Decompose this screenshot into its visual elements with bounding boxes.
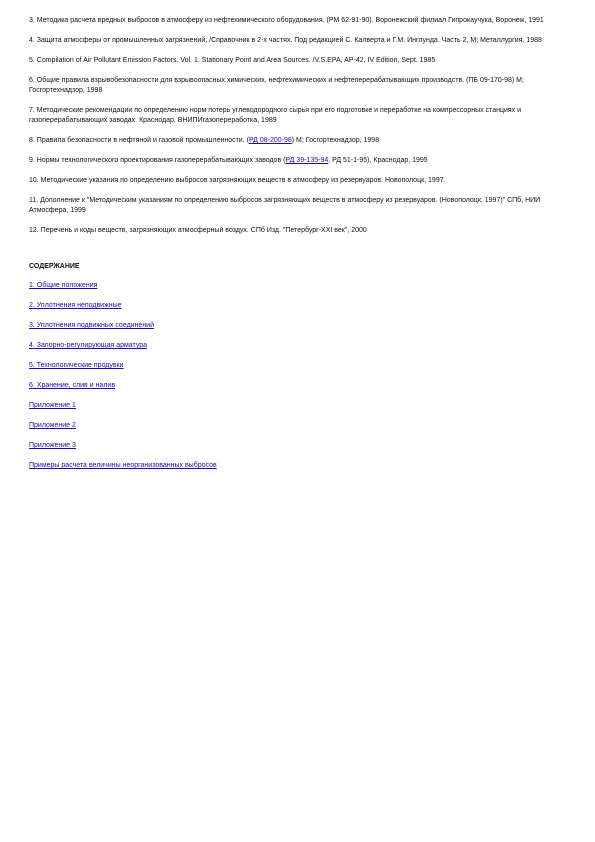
- toc-item: [29, 401, 569, 411]
- reference-item: [29, 36, 569, 46]
- document-page: [29, 16, 569, 481]
- reference-text: 12. Перечень и коды веществ, загрязняющих атмосферный воздух. СПб Изд. "Петербург-XXI век", 2000: [29, 227, 367, 234]
- reference-text: 11. Дополнение к "Методическим указаниям по определению выбросов загрязняющих веществ в атмосферу из резервуаров. (Новополоцк, 1997)" СПб, НИИ Атмосфера, 1999: [29, 197, 541, 214]
- toc-link-valves[interactable]: 4. Запорно-регулирующая арматура: [29, 342, 148, 349]
- toc-link-calculation-examples[interactable]: Примеры расчета величины неорганизованных выбросов: [29, 462, 217, 469]
- reference-text: 5. Compilation of Air Pollutant Emission Factors. Vol. 1. Stationary Point and Area Sources. /V.S.EPA, AP-42, IV Edition, Sept. 1985: [29, 57, 436, 64]
- toc-link-fixed-seals[interactable]: 2. Уплотнения неподвижные: [29, 302, 122, 309]
- toc-item: [29, 341, 569, 351]
- reference-text: 4. Защита атмосферы от промышленных загрязнений, /Справочник в 2-х частях. Под редакцией С. Калверта и Г.М. Инглунда. Часть 2, М; Металлургия, 1988: [29, 37, 542, 44]
- reference-text: 10. Методические указания по определению выбросов загрязняющих веществ в атмосферу из резервуаров. Новополоцк, 1997.: [29, 177, 446, 184]
- reference-text: , РД 51-1-95), Краснодар, 1995: [328, 157, 428, 164]
- toc-item: [29, 441, 569, 451]
- toc-link-storage-loading[interactable]: 6. Хранение, слив и налив: [29, 382, 116, 389]
- toc-item: [29, 361, 569, 371]
- reference-text: 7. Методические рекомендации по определению норм потерь углеводородного сырья при его подготовке и переработке на компрессорных станциях и газоперерабатывающих заводах. Краснодар, ВНИПИгазопереработка, 1989: [29, 107, 522, 124]
- reference-item: [29, 136, 569, 146]
- reference-item: [29, 76, 569, 96]
- toc-link-appendix-1[interactable]: Приложение 1: [29, 402, 76, 409]
- toc-link-appendix-3[interactable]: Приложение 3: [29, 442, 76, 449]
- reference-text: 6. Общие правила взрывобезопасности для взрывоопасных химических, нефтехимических и нефтеперерабатывающих производств. (ПБ 09-170-98) М; Госгортехнадзор, 1998: [29, 77, 524, 94]
- reference-text: ) М; Госгортехнадзор, 1998: [291, 137, 380, 144]
- reference-link-rd-39-135-94[interactable]: РД 39-135-94: [285, 157, 329, 164]
- reference-item: [29, 16, 569, 26]
- reference-item: [29, 106, 569, 126]
- toc-item: [29, 321, 569, 331]
- toc-link-appendix-2[interactable]: Приложение 2: [29, 422, 76, 429]
- reference-text: 9. Нормы технологического проектирования газоперерабатывающих заводов (: [29, 157, 286, 164]
- reference-link-rd-08-200-98[interactable]: РД 08-200-98: [248, 137, 292, 144]
- reference-text: 3. Методика расчета вредных выбросов в атмосферу из нефтехимического оборудования. (РМ 62-91-90). Воронежский филиал Гипрокаучука, Воронеж, 1991: [29, 17, 544, 24]
- toc-item: [29, 381, 569, 391]
- toc-link-process-purges[interactable]: 5. Технологические продувки: [29, 362, 124, 369]
- reference-item: [29, 226, 569, 236]
- toc-list: [29, 281, 569, 471]
- toc-item: [29, 301, 569, 311]
- references-list: [29, 16, 569, 236]
- reference-item: [29, 196, 569, 216]
- toc-item: [29, 421, 569, 431]
- toc-link-moving-joint-seals[interactable]: 3. Уплотнения подвижных соединений: [29, 322, 155, 329]
- toc-item: [29, 281, 569, 291]
- toc-heading: СОДЕРЖАНИЕ: [29, 263, 80, 270]
- toc-link-general-provisions[interactable]: 1. Общие положения: [29, 282, 98, 289]
- reference-item: [29, 176, 569, 186]
- reference-text: 8. Правила безопасности в нефтяной и газовой промышленности. (: [29, 137, 249, 144]
- reference-item: [29, 156, 569, 166]
- reference-item: [29, 56, 569, 66]
- toc-item: [29, 461, 569, 471]
